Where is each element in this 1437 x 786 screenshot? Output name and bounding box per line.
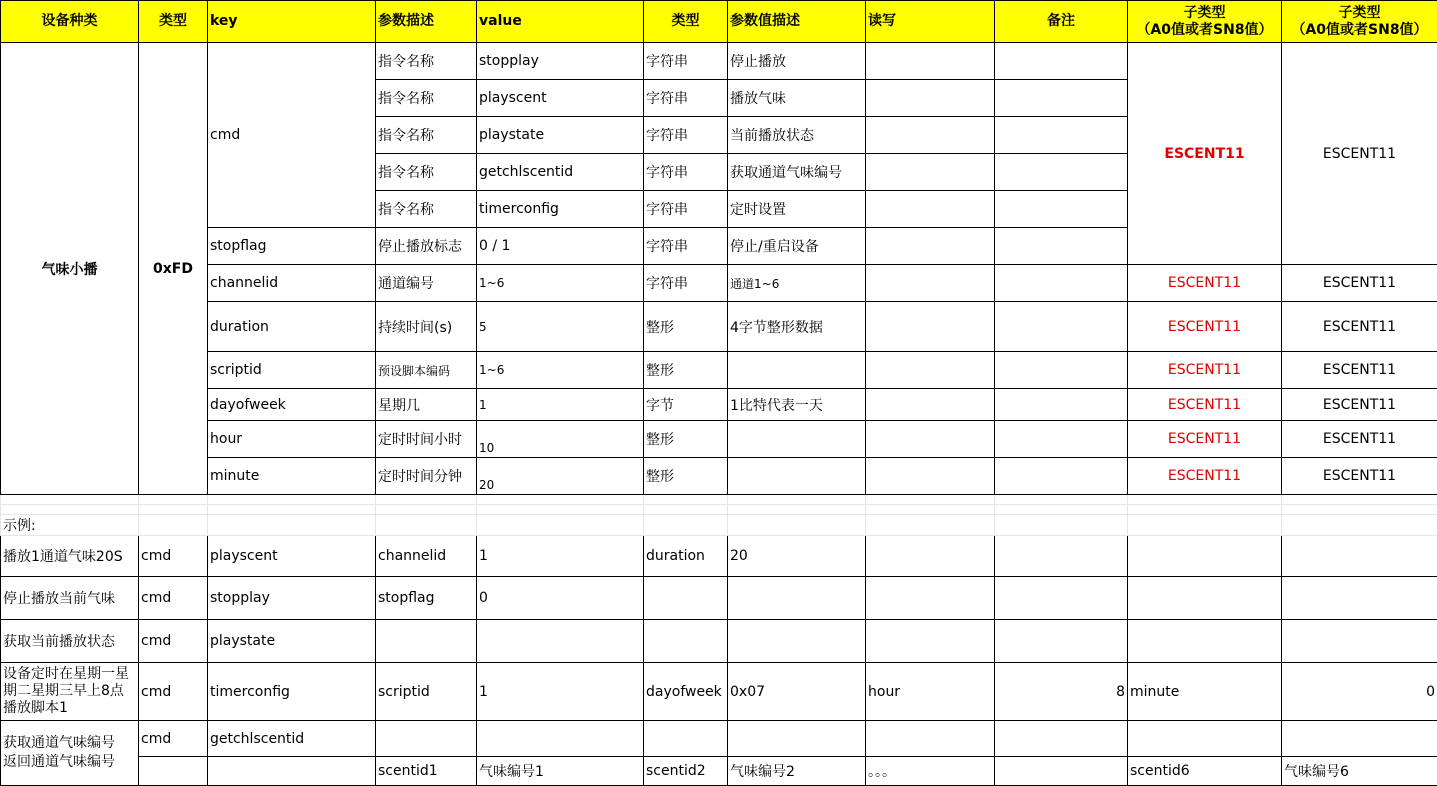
desc-cell: 指令名称 [376,80,477,117]
example-cell: cmd [139,620,208,663]
example-row [1,536,1437,577]
example-cell: 获取通道气味编号 返回通道气味编号 [1,721,139,786]
example-cell [866,620,995,663]
vdesc-cell: 播放气味 [728,80,866,117]
key-cell: dayofweek [208,389,376,421]
value-cell: stopplay [477,43,644,80]
value-cell: 1 [477,389,644,421]
example-cell [1128,577,1282,620]
subtype-a0-cell: ESCENT11 [1128,389,1282,421]
vdesc-cell: 停止播放 [728,43,866,80]
type-cell: 字符串 [644,80,728,117]
example-cell: stopflag [376,577,477,620]
key-cell: duration [208,302,376,352]
desc-cell: 定时时间小时 [376,421,477,458]
value-cell: playstate [477,117,644,154]
table-row [1,458,1437,495]
vdesc-cell [728,352,866,389]
example-cell [139,757,208,786]
example-cell: 1 [477,536,644,577]
vdesc-cell: 定时设置 [728,191,866,228]
example-row [1,663,1437,721]
example-cell [1128,620,1282,663]
example-row [1,577,1437,620]
desc-cell: 指令名称 [376,154,477,191]
desc-cell: 星期几 [376,389,477,421]
table-row [1,421,1437,458]
example-cell: hour [866,663,995,721]
desc-cell: 指令名称 [376,43,477,80]
subtype-sn8-cell: ESCENT11 [1282,352,1437,389]
key-cell: stopflag [208,228,376,265]
example-cell: timerconfig [208,663,376,721]
table-row [1,302,1437,352]
key-cell: minute [208,458,376,495]
spacer-row [1,505,1437,515]
subtype-sn8-cell: ESCENT11 [1282,265,1437,302]
example-cell: cmd [139,577,208,620]
vdesc-cell: 获取通道气味编号 [728,154,866,191]
subtype-a0-cell: ESCENT11 [1128,421,1282,458]
example-cell: 0 [477,577,644,620]
type-cell: 字符串 [644,191,728,228]
spacer-row [1,495,1437,505]
example-cell: minute [1128,663,1282,721]
subtype-a0-cell: ESCENT11 [1128,458,1282,495]
subtype-a0-cell: ESCENT11 [1128,302,1282,352]
example-cell: scentid6 [1128,757,1282,786]
desc-cell: 通道编号 [376,265,477,302]
example-cell: 设备定时在星期一星期二星期三早上8点播放脚本1 [1,663,139,721]
example-label-row [1,515,1437,536]
value-cell: 1~6 [477,352,644,389]
table-row [1,43,1437,80]
value-cell: 20 [477,458,644,495]
desc-cell: 预设脚本编码 [376,352,477,389]
example-cell: duration [644,536,728,577]
col-header: 参数描述 [376,1,477,43]
table-row [1,352,1437,389]
example-cell [1282,620,1437,663]
type-cell: 字符串 [644,43,728,80]
value-cell: 0 / 1 [477,228,644,265]
example-cell: 停止播放当前气味 [1,577,139,620]
col-header: 子类型 （A0值或者SN8值） [1282,1,1437,43]
example-cell [1282,536,1437,577]
example-cell: cmd [139,721,208,757]
example-cell: 气味编号1 [477,757,644,786]
example-cell: scriptid [376,663,477,721]
value-cell: getchlscentid [477,154,644,191]
key-cell: channelid [208,265,376,302]
col-header: value [477,1,644,43]
type-cell: 字符串 [644,117,728,154]
example-cell [208,757,376,786]
example-cell: 播放1通道气味20S [1,536,139,577]
example-row [1,757,1437,786]
example-cell [995,536,1128,577]
vdesc-cell: 当前播放状态 [728,117,866,154]
example-cell [477,620,644,663]
col-header: 参数值描述 [728,1,866,43]
example-cell: 1 [477,663,644,721]
vdesc-cell [728,458,866,495]
subtype-a0-cell: ESCENT11 [1128,265,1282,302]
example-cell [866,577,995,620]
subtype-sn8-cell: ESCENT11 [1282,302,1437,352]
example-cell: scentid1 [376,757,477,786]
col-header: 备注 [995,1,1128,43]
vdesc-cell [728,421,866,458]
example-cell: 。。。 [866,757,995,786]
value-cell: 5 [477,302,644,352]
subtype-sn8-cell: ESCENT11 [1282,389,1437,421]
key-cell: scriptid [208,352,376,389]
table-row [1,389,1437,421]
key-cell: cmd [208,43,376,228]
example-cell: getchlscentid [208,721,376,757]
device-name: 气味小播 [1,43,139,495]
key-cell: hour [208,421,376,458]
type-cell: 字符串 [644,228,728,265]
example-cell: 获取当前播放状态 [1,620,139,663]
example-row [1,721,1437,757]
example-cell [866,536,995,577]
table-row [1,265,1437,302]
type-cell: 字符串 [644,265,728,302]
subtype-a0-cell: ESCENT11 [1128,352,1282,389]
col-header: key [208,1,376,43]
type-cell: 整形 [644,302,728,352]
example-label: 示例: [1,515,139,536]
subtype-a0-cell: ESCENT11 [1128,43,1282,265]
example-cell [1128,536,1282,577]
type-cell: 整形 [644,421,728,458]
desc-cell: 停止播放标志 [376,228,477,265]
desc-cell: 指令名称 [376,117,477,154]
vdesc-cell: 停止/重启设备 [728,228,866,265]
col-header: 子类型 （A0值或者SN8值） [1128,1,1282,43]
desc-cell: 持续时间(s) [376,302,477,352]
value-cell: playscent [477,80,644,117]
example-cell: 8 [995,663,1128,721]
value-cell: timerconfig [477,191,644,228]
col-header: 读写 [866,1,995,43]
value-cell: 1~6 [477,265,644,302]
example-cell [995,577,1128,620]
desc-cell: 定时时间分钟 [376,458,477,495]
example-cell: stopplay [208,577,376,620]
example-cell [995,757,1128,786]
type-cell: 整形 [644,352,728,389]
example-cell: playscent [208,536,376,577]
device-type: 0xFD [139,43,208,495]
type-cell: 整形 [644,458,728,495]
subtype-sn8-cell: ESCENT11 [1282,43,1437,265]
header-row [1,1,1437,43]
example-cell: 20 [728,536,866,577]
example-cell: 气味编号6 [1282,757,1437,786]
example-row [1,620,1437,663]
example-cell: scentid2 [644,757,728,786]
col-header: 设备种类 [1,1,139,43]
example-cell [644,620,728,663]
example-cell [376,620,477,663]
example-cell [1282,577,1437,620]
subtype-sn8-cell: ESCENT11 [1282,421,1437,458]
example-cell [995,620,1128,663]
vdesc-cell: 4字节整形数据 [728,302,866,352]
example-cell [728,577,866,620]
type-cell: 字符串 [644,154,728,191]
example-cell: channelid [376,536,477,577]
type-cell: 字节 [644,389,728,421]
vdesc-cell: 1比特代表一天 [728,389,866,421]
col-header: 类型 [139,1,208,43]
example-cell [728,620,866,663]
value-cell: 10 [477,421,644,458]
example-cell: cmd [139,663,208,721]
vdesc-cell: 通道1~6 [728,265,866,302]
col-header: 类型 [644,1,728,43]
example-cell: 0 [1282,663,1437,721]
example-cell: 0x07 [728,663,866,721]
example-cell: cmd [139,536,208,577]
example-cell: 气味编号2 [728,757,866,786]
subtype-sn8-cell: ESCENT11 [1282,458,1437,495]
example-cell [644,577,728,620]
example-cell: playstate [208,620,376,663]
desc-cell: 指令名称 [376,191,477,228]
example-cell: dayofweek [644,663,728,721]
